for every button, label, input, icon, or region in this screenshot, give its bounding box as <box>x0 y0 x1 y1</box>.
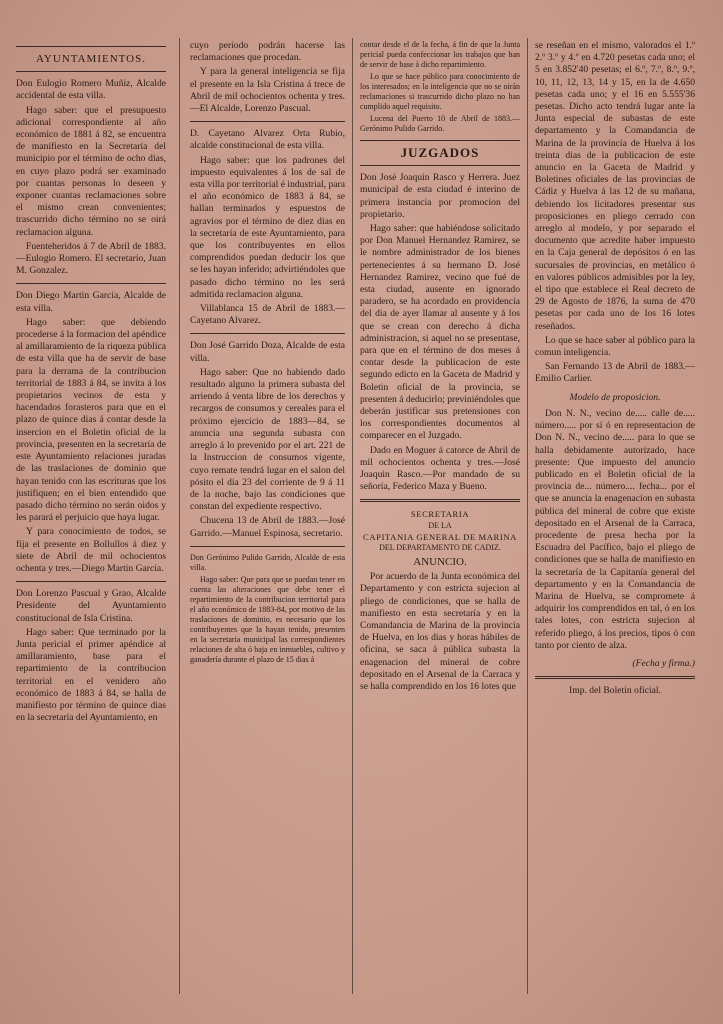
section-heading-juzgados: JUZGADOS <box>400 145 480 160</box>
notice-villablanca <box>190 128 345 327</box>
column-3 <box>360 40 520 994</box>
notice-title: Don Gerónimo Pulido Garrido, Alcalde de esta villa. <box>190 552 345 572</box>
notice-title: Don José Garrido Doza, Alcalde de esta villa. <box>190 340 345 364</box>
column-rule <box>527 38 528 994</box>
notice-title: D. Cayetano Alvarez Orta Rubio, alcalde constitucional de esta villa. <box>190 128 345 152</box>
notice-signature: Dado en Moguer á catorce de Abril de mil ochocientos ochenta y tres.—José Joaquin Rasco.—Por mandado de su señoría, Federico Maza y Bueno. <box>360 444 520 493</box>
notice-lucena <box>190 553 345 665</box>
section-heading-departamento: DEL DEPARTAMENTO DE CADIZ. <box>379 542 501 552</box>
modelo-heading: Modelo de proposicion. <box>569 391 661 403</box>
column-4 <box>535 40 695 994</box>
notice-subasta-cont <box>535 40 695 386</box>
notice-body: Hago saber: que el presupuesto adicional correspondiente al año económico de 1881 á 82, se encuentra de manifiesto en la Secretaría del municipio por el término de ocho dias, en cuyo plazo podrá ser examinado por cuantas personas lo deseen y exponer cuantas reclamaciones sobre el mismo crean convenientes; trascurrido dicho término no se oirá reclamacion alguna. <box>16 104 166 238</box>
imprenta-footer: Imp. del Boletin oficial. <box>569 685 661 697</box>
notice-body: Hago saber: que los padrones del impuesto equivalentes á los de sal de esta villa por territorial é industrial, para el año económico de 1883 á 84, se hallan terminados y espuestos de agravios por el término de diez dias en la secretaría de este Ayuntamiento, para que los contribuyentes en ellos comprendidos puedan deducir los que se les hayan inferido; advirtiéndoles que pasado dicho término no les será admitida reclamacion alguna. <box>190 154 345 300</box>
notice-body: Por acuerdo de la Junta económica del Departamento y con estricta sujecion al pliego de condiciones, que se halla de manifiesto en esta secretaría y en la Comandancia de Marina de la provincia de Huelva, en los dias y horas hábiles de oficina, se saca á pública subasta la enagenacion del mineral de cobre depositado en el Arsenal de la Carraca y se halla comprendido en los 16 lotes que <box>360 571 520 692</box>
heading-rule <box>16 71 166 72</box>
notice-isla-cristina-cont <box>190 40 345 115</box>
firma-line: (Fecha y firma.) <box>632 657 695 669</box>
notice-moguer <box>360 172 520 493</box>
separator-rule <box>190 546 345 547</box>
notice-body: Hago saber: Que terminado por la Junta pericial el primer apéndice al amillaramiento, base para el repartimiento de la contribucion territorial en el venidero año económico de 1883 á 84, se halla de manifiesto por término de quince dias en la secretaría del Ayuntamiento, en <box>16 626 166 724</box>
notice-signature: Villablanca 15 de Abril de 1883.—Cayetano Alvarez. <box>190 303 345 327</box>
section-heading-de-la: DE LA <box>428 520 452 530</box>
notice-body: Lo que se hace saber al público para la comun inteligencia. <box>535 334 695 359</box>
notice-signature: Lucena del Puerto 10 de Abril de 1883.—Gerónimo Pulido Garrido. <box>360 114 520 133</box>
separator-rule <box>16 581 166 582</box>
separator-rule <box>190 333 345 334</box>
notice-body: se reseñan en el mismo, valorados el 1.º 2.º 3.º y 4.º en 4.720 pesetas cada uno; el 5 en 3.852'40 pesetas; el 6.º, 7.º, 8.º, 9.º, 10, 11, 12, 13, 14 y 15, en la de 4.650 pesetas cada uno; y el 16 en 5.555'36 pesetas. Dicho acto tendrá lugar ante la Junta especial de subastas de este departamento y la Comandancia de Marina de la provincia de Huelva á los treinta dias de la publicacion de este anuncio en la Gaceta de Madrid y Boletines oficiales de las provincias de Cádiz y Huelva á las 12 de su mañana, debiendo los licitadores presentar sus proposiciones en pliego cerrado con arreglo al modelo, y por separado el documento que acredite haber impuesto en la Caja general de depósitos ó en las sucursales de provincias, en metálico ó en valores públicos admisibles por la ley, el tipo que establece el Real decreto de 29 de Agosto de 1876, la suma de 470 pesetas por cada uno de los 16 lotes reseñados. <box>535 40 695 332</box>
heading-rule <box>360 165 520 166</box>
column-rule <box>352 38 353 994</box>
column-rule <box>179 38 180 994</box>
notice-signature: Fuenteheridos á 7 de Abril de 1883.—Eulogio Romero. El secretario, Juan M. Gonzalez. <box>16 240 166 277</box>
separator-rule <box>16 283 166 284</box>
notice-title: Don Diego Martin García, Alcalde de esta villa. <box>16 290 166 314</box>
notice-signature: Y para la general inteligencia se fija el presente en la Isla Cristina á trece de Abril de mil ochocientos ochenta y tres.—El Alcalde, Lorenzo Pascual. <box>190 66 345 115</box>
separator-rule <box>360 140 520 141</box>
notice-bollullos <box>16 290 166 575</box>
separator-rule <box>360 499 520 502</box>
top-rule <box>16 46 166 47</box>
notice-body: Don N. N., vecino de..... calle de..... número..... por sí ó en representacion de Don N. N., vecino de..... para lo que se halla debidamente autorizado, hace presente: Que impuesto del anuncio publicado en el Boletin oficial de la provincia de... número.... fecha... por el que se anuncia la enagenacion en subasta pública del mineral de cobre que existe depositado en el Arsenal de la Carraca, procedente de presa hecha por la Escuadra del Pacífico, bajo el pliego de condiciones que se halla de manifiesto en la secretaría de la Capitanía general del departamento y en la Comandancia de Marina de Huelva, se compromete á adquirir los comprendidos en tal, ó en los tales lotes, con estricta sujecion al referido pliego, á los precios, tipos ó con tanto por ciento de alza. <box>535 407 695 651</box>
column-1 <box>16 40 166 994</box>
notice-body: Hago saber: Que para que se puedan tener en cuenta las alteraciones que debe tener el repartimiento de la contribucion territorial para el año económico de 1883-84, por motivo de las traslaciones de dominio, es necesario que los contribuyentes que la hayan tenido, presenten en la secretaría municipal las correspondientes relaciones de alta ó baja en inmuebles, cultivo y ganadería durante el plazo de 15 dias á <box>190 574 345 664</box>
section-heading-secretaria: SECRETARIA <box>410 509 470 520</box>
notice-title: Don Lorenzo Pascual y Grao, Alcalde Presidente del Ayuntamiento constitucional de Isla Cristina. <box>16 588 166 624</box>
notice-body: Hago saber: Que no habiendo dado resultado alguno la primera subasta del arriendo á venta libre de los derechos y recargos de consumos y cereales para el próximo ejercicio de 1883—84, se anuncia una segunda subasta con arreglo á lo prevenido por el art. 221 de la Instruccion de consumos vigente, cuyo remate tendrá lugar en el salon del pósito el dia 23 del corriente de 9 á 11 de la noche, bajo las condiciones que constan del expediente respectivo. <box>190 366 345 513</box>
separator-rule <box>535 676 695 679</box>
notice-fuenteheridos <box>16 78 166 277</box>
anuncio-heading: ANUNCIO. <box>413 555 467 568</box>
notice-title: Don José Joaquin Rasco y Herrera. Juez municipal de esta ciudad é interino de primera instancia por promocion del propietario. <box>360 172 520 220</box>
notice-isla-cristina <box>16 588 166 724</box>
column-2 <box>190 40 345 994</box>
section-heading-ayuntamientos: AYUNTAMIENTOS. <box>36 53 146 65</box>
notice-signature: Y para conocimiento de todos, se fija el presente en Bollullos á diez y siete de Abril de mil ochocientos ochenta y tres.—Diego Martin García. <box>16 526 166 574</box>
notice-title: Don Eulogio Romero Muñiz, Alcalde accidental de esta villa. <box>16 78 166 102</box>
notice-subasta <box>360 571 520 693</box>
notice-chucena <box>190 340 345 539</box>
notice-body: Hago saber: que habiéndose solicitado por Don Manuel Hernandez Ramirez, se le nombre administrador de los bienes pertenecientes á su hermano D. José Hernandez Ramirez, vecino que fué de esta ciudad, ausente en ignorado paradero, se ha acordado en providencia del dia de ayer llamar al ausente y á los que se crean con derecho á dicha administracion, si aquel no se presentase, para que en el término de dos meses á contar desde la publicacion de este segundo edicto en la Gaceta de Madrid y Boletin oficial de la provincia, se presenten á deducirlo; previniéndoles que deberán justificar sus pretensiones con los correspondientes documentos al comparecer en el Juzgado. <box>360 223 520 442</box>
notice-body: contar desde el de la fecha, á fin de que la Junta pericial pueda confeccionar los trabajos que han de servir de base á dicho repartimiento. <box>360 40 520 69</box>
notice-body: Lo que se hace público para conocimiento de los interesados; en la inteligencia que no se oirán reclamaciones si trascurrido dicho plazo no han cumplido aquel requisito. <box>360 72 520 111</box>
notice-signature: San Fernando 13 de Abril de 1883.—Emilio Carlier. <box>535 361 695 385</box>
notice-signature: Chucena 13 de Abril de 1883.—José Garrido.—Manuel Espinosa, secretario. <box>190 515 345 539</box>
notice-lucena-cont <box>360 40 520 134</box>
notice-body: cuyo período podrán hacerse las reclamaciones que procedan. <box>190 40 345 64</box>
modelo-body <box>535 408 695 652</box>
notice-body: Hago saber: que debiendo procederse á la formacion del apéndice al amillaramiento de la riqueza pública de esta villa que ha de servir de base para la derrama de la contribucion territorial de 1883 á 84, se invita á los propietarios vecinos de esta y hacendados forasteros para que en el plazo de quince dias á contar desde la insercion en el Boletin oficial de la provincia, presenten en la secretaría de este Ayuntamiento relaciones juradas de las traslaciones de dominio que hayan tenido con las escrituras que los justifiquen; en el bien entendido que pasado dicho término no serán oidos y les parará el perjuicio que haya lugar. <box>16 316 166 524</box>
section-heading-capitania: CAPITANIA GENERAL DE MARINA <box>363 531 517 542</box>
separator-rule <box>190 121 345 122</box>
